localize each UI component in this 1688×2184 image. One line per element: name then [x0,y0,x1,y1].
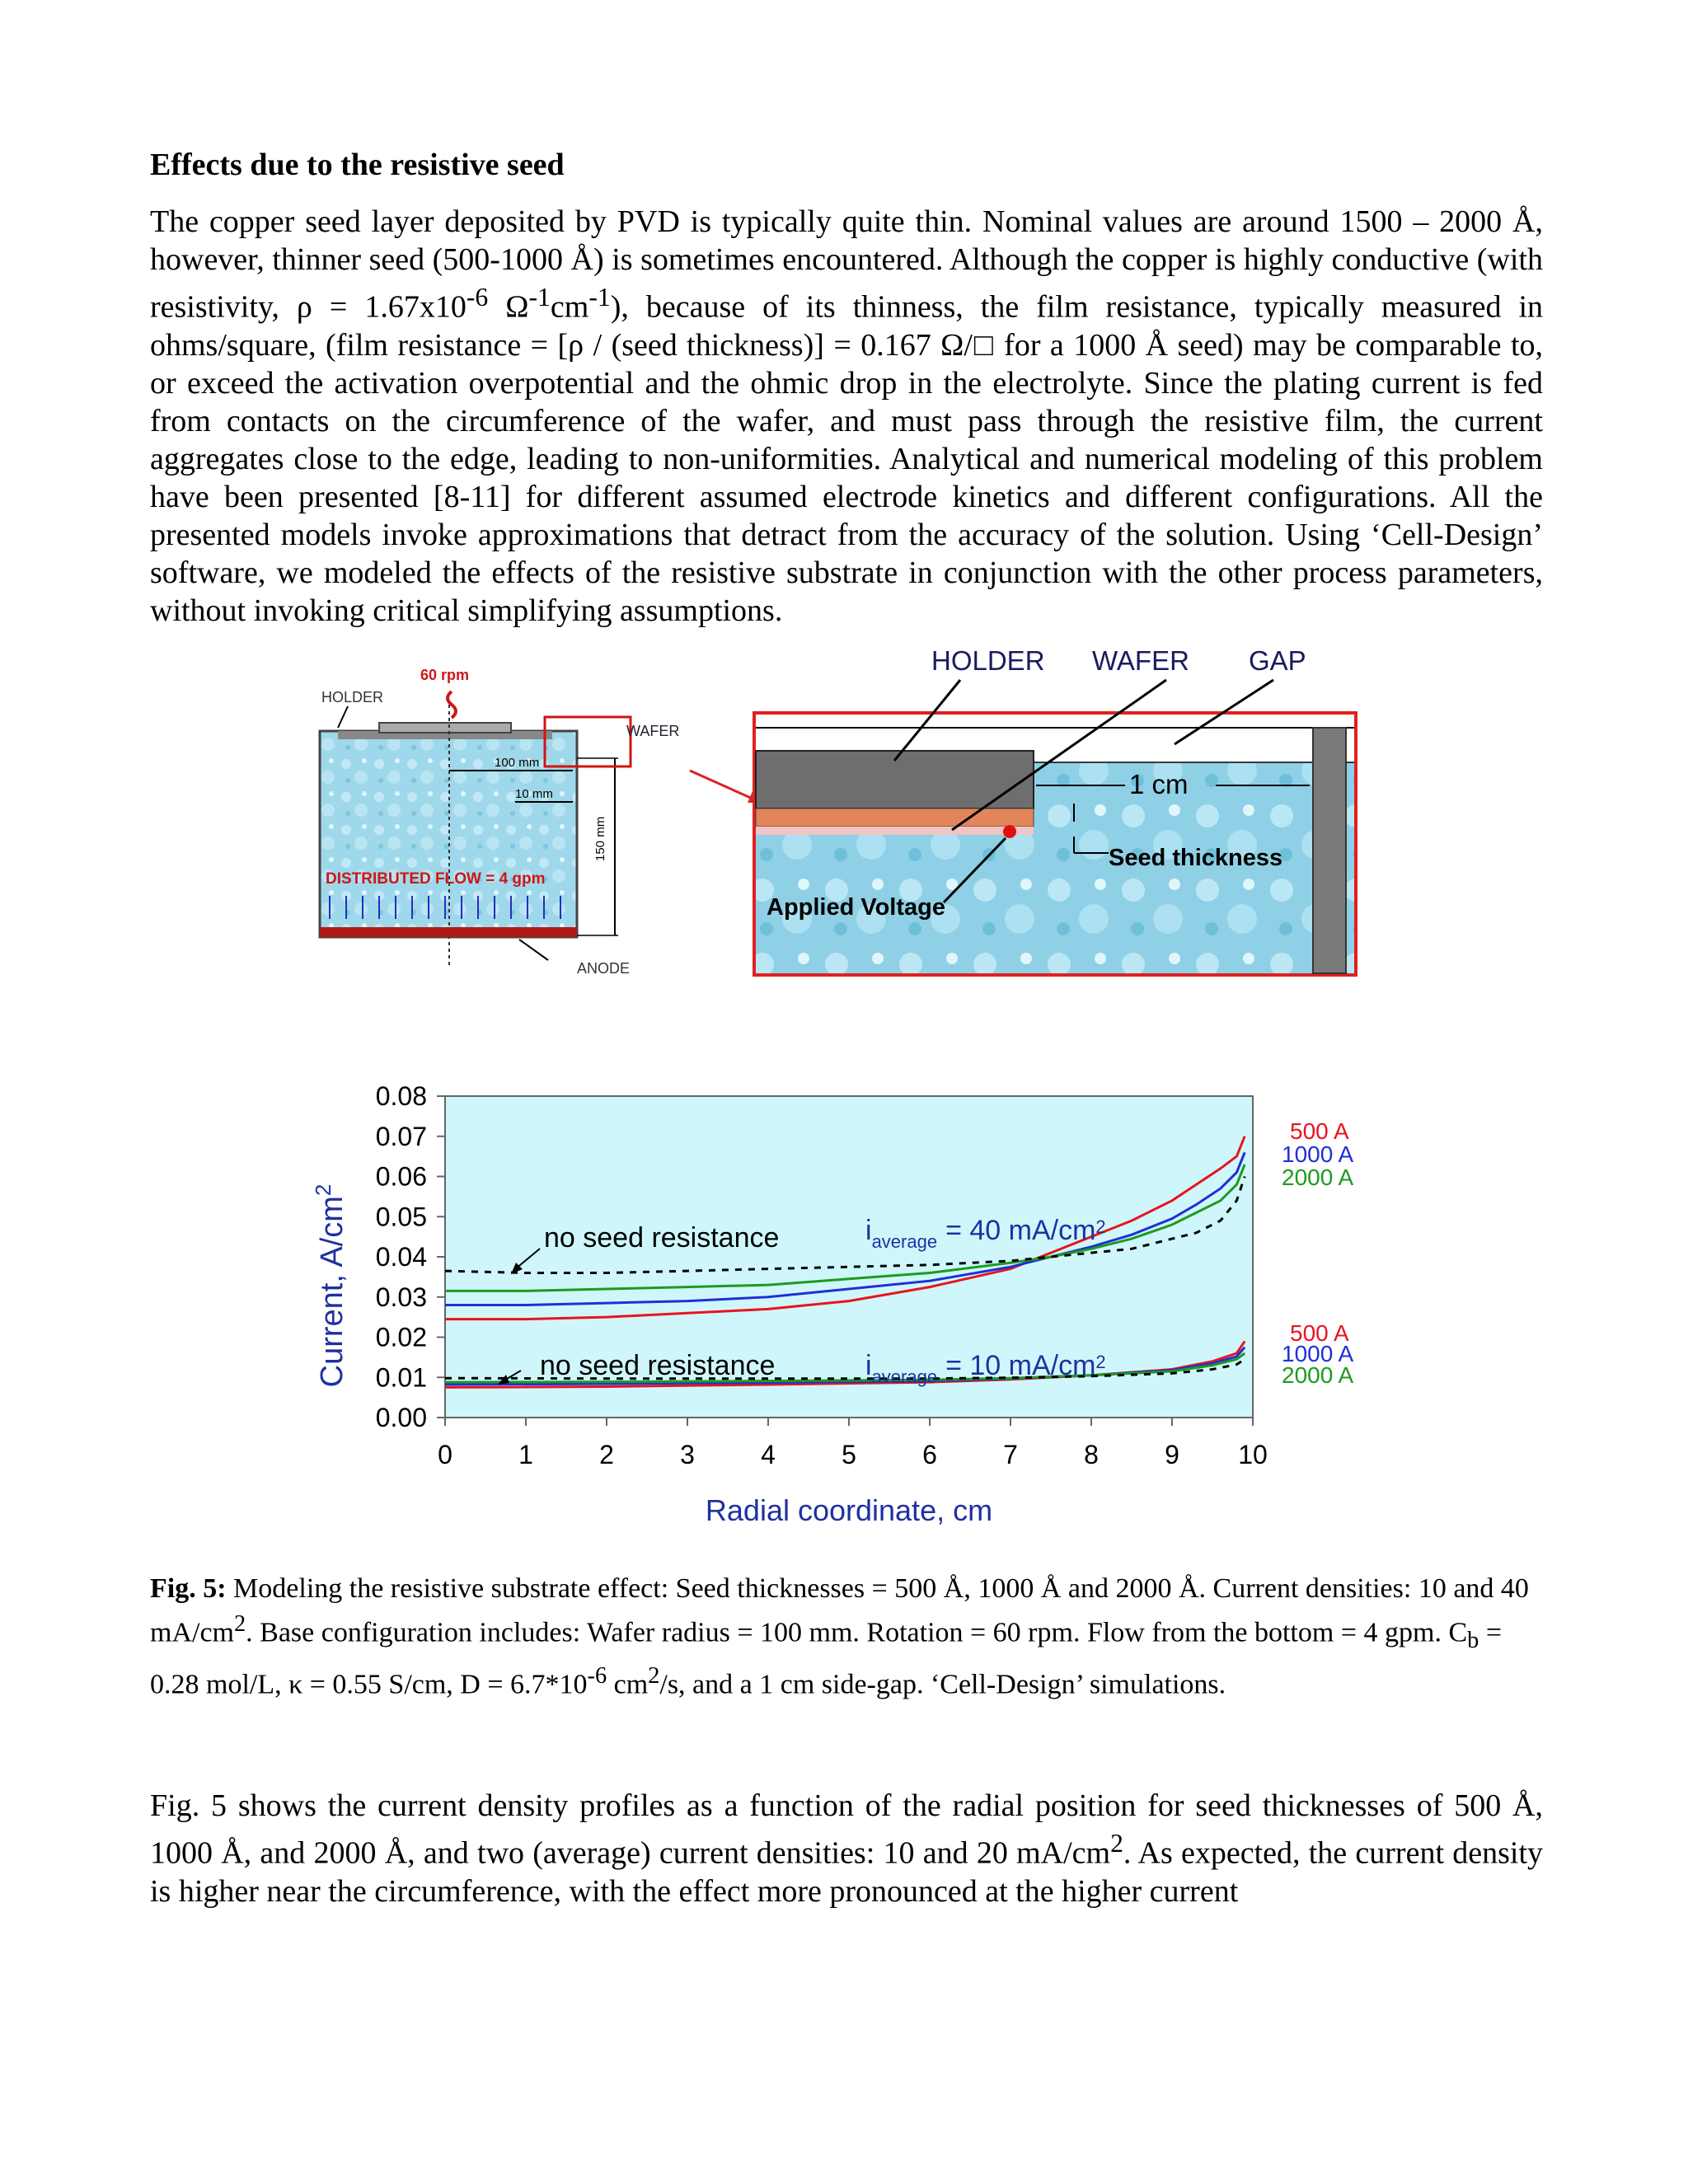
legend-upper-500: 500 A [1290,1118,1349,1144]
y-tick-label: 0.07 [375,1121,427,1151]
svg-text:100 mm: 100 mm [495,756,540,770]
y-axis-label: Current, $A/cm^2$ [311,1183,349,1388]
x-tick-label: 5 [842,1440,856,1469]
x-tick-label: 0 [438,1440,452,1469]
y-tick-label: 0.05 [375,1202,427,1232]
x-tick-label: 4 [761,1440,776,1469]
seed-thickness-label: Seed thickness [1109,845,1283,871]
x-tick-label: 2 [599,1440,614,1469]
legend-lower-500: 500 A [1290,1320,1349,1346]
y-tick-label: 0.01 [375,1362,427,1393]
y-tick-label: 0.04 [375,1242,427,1272]
annotation-no-seed-upper: no seed resistance [544,1222,780,1254]
section-heading: Effects due to the resistive seed [150,148,565,182]
x-tick-label: 8 [1084,1440,1099,1469]
y-tick-label: 0.00 [375,1403,427,1432]
legend-upper [1282,1118,1354,1190]
gap-label: GAP [1249,647,1306,676]
gap-wall [1313,728,1346,973]
legend-upper-1000: 1000 A [1282,1141,1354,1167]
x-tick-label: 3 [680,1440,695,1469]
x-tick-label: 9 [1165,1440,1179,1469]
x-tick-label: 7 [1003,1440,1018,1469]
annotation-no-seed-lower: no seed resistance [540,1350,776,1381]
y-tick-label: 0.06 [375,1161,427,1192]
paragraph-1: The copper seed layer deposited by PVD is typically quite thin. Nominal values are around 1500 – 2000 Å, however, thinner seed (500-1000 Å) is sometimes encountered. Although the copper is highly conductive (with resistivity, $\rho = 1.67x10^{-6}$ $\Omega^{-1}cm^{-1}$), because of its thinness, the film resistance, typically measured in ohms/square, (film resistance = [ρ / (seed thickness)] = 0.167 Ω/□ for a 1000 Å seed) may be comparable to, or exceed the activation overpotential and the ohmic drop in the electrolyte. Since the plating current is fed from contacts on the circumference of the wafer, and must pass through the resistive film, the current aggregates close to the edge, leading to non-uniformities. Analytical and numerical modeling of this problem have been presented [8-11] for different assumed electrode kinetics and different configurations. All the presented models invoke approximations that detract from the accuracy of the solution. Using ‘Cell-Design’ software, we modeled the effects of the resistive substrate in conjunction with the other process parameters, without invoking critical simplifying assumptions. [150,204,1544,628]
current-density-chart [305,1080,1376,1549]
legend-lower-2000: 2000 A [1282,1362,1354,1388]
y-tick-label: 0.03 [375,1282,427,1312]
anode-label: ANODE [577,960,631,977]
figure-caption: Fig. 5: Modeling the resistive substrate effect: Seed thicknesses = 500 Å, 1000 Å and 2000 Å. Current densities: 10 and 40 $mA/cm^2$. Base configuration includes: Wafer radius = 100 mm. Rotation = 60 rpm. Flow from the bottom = 4 gpm. $C_b = 0.28$ mol/L, κ = 0.55 S/cm, $D = 6.7*10^{-6}$ $cm^2/s$, and a 1 cm side-gap. ‘Cell-Design’ simulations. [150,1573,1529,1700]
applied-voltage-label: Applied Voltage [767,894,945,921]
holder-label: HOLDER [321,689,384,705]
cell-schematic [305,655,701,977]
paragraph-2: Fig. 5 shows the current density profiles as a function of the radial position for seed thicknesses of 500 Å, 1000 Å, and 2000 Å, and two (average) current densities: 10 and 20 $mA/cm^2$. As expected, the current density is higher near the circumference, with the effect more pronounced at the higher current [150,1788,1544,1909]
x-tick-label: 6 [922,1440,937,1469]
legend-lower-1000: 1000 A [1282,1341,1354,1366]
flow-label: DISTRIBUTED FLOW = 4 gpm [326,870,546,888]
edge-detail-diagram [746,647,1372,993]
wafer-label: WAFER [1092,647,1189,676]
x-tick-label: 10 [1238,1440,1268,1469]
annotation-iavg-lower: $i_{average} = 10$ $mA/cm^2$ [865,1350,1106,1387]
legend-upper-2000: 2000 A [1282,1165,1354,1190]
wafer-label: WAFER [626,723,680,739]
holder-label: HOLDER [931,647,1045,676]
legend-lower [1282,1320,1354,1388]
y-tick-label: 0.08 [375,1081,427,1111]
x-axis-label: Radial coordinate, cm [705,1493,993,1527]
rpm-label: 60 rpm [420,667,470,683]
annotation-iavg-upper: $i_{average} = 40$ $mA/cm^2$ [865,1215,1106,1252]
y-tick-label: 0.02 [375,1322,427,1352]
gap-dimension: 1 cm [1129,769,1189,799]
x-tick-label: 1 [518,1440,533,1469]
svg-text:10 mm: 10 mm [515,787,553,801]
svg-text:150 mm: 150 mm [593,816,607,861]
contact-point [1003,825,1016,838]
